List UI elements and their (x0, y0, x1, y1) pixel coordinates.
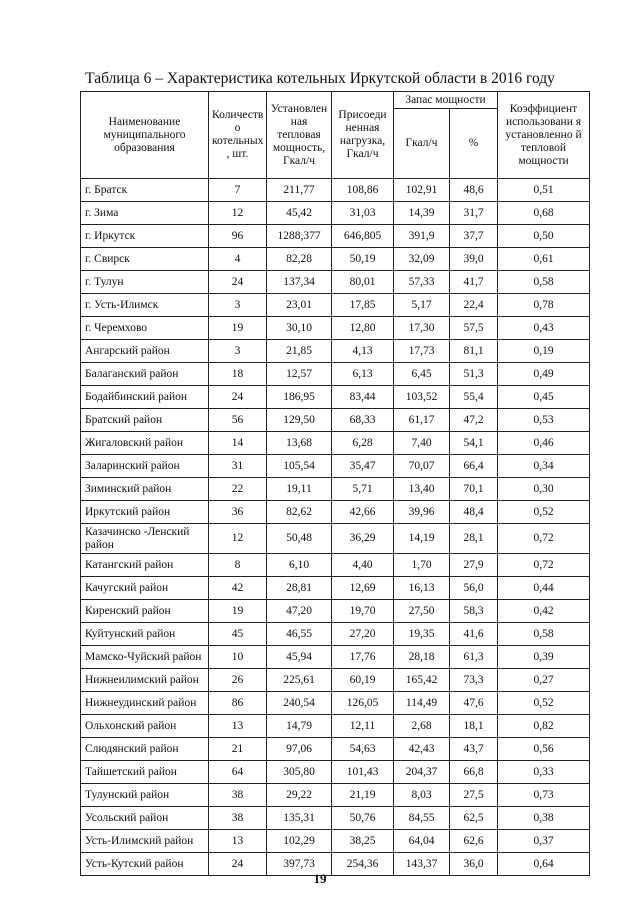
table-row (81, 478, 590, 501)
value-cell: 45 (209, 623, 267, 646)
value-cell: 16,13 (394, 577, 450, 600)
table-row (81, 386, 590, 409)
value-cell: 126,05 (332, 692, 394, 715)
value-cell: 84,55 (394, 807, 450, 830)
table-row (81, 830, 590, 853)
value-cell: 12,69 (332, 577, 394, 600)
value-cell: 4,40 (332, 554, 394, 577)
value-cell: 4,13 (332, 340, 394, 363)
value-cell: 0,56 (498, 738, 590, 761)
value-cell: 80,01 (332, 271, 394, 294)
value-cell: 19,11 (267, 478, 332, 501)
municipality-cell: г. Зима (81, 202, 209, 225)
table-row (81, 202, 590, 225)
header-reserve: Запас мощности (394, 92, 498, 109)
table-row (81, 317, 590, 340)
value-cell: 38 (209, 784, 267, 807)
municipality-cell: Нижнеилимский район (81, 669, 209, 692)
value-cell: 82,28 (267, 248, 332, 271)
value-cell: 48,4 (450, 501, 498, 524)
municipality-cell: Усть-Кутский район (81, 853, 209, 876)
municipality-cell: г. Усть-Илимск (81, 294, 209, 317)
value-cell: 83,44 (332, 386, 394, 409)
value-cell: 5,71 (332, 478, 394, 501)
municipality-cell: Бодайбинский район (81, 386, 209, 409)
value-cell: 36 (209, 501, 267, 524)
table-row (81, 554, 590, 577)
table-row (81, 179, 590, 202)
value-cell: 101,43 (332, 761, 394, 784)
value-cell: 24 (209, 853, 267, 876)
table-row (81, 692, 590, 715)
value-cell: 27,5 (450, 784, 498, 807)
municipality-cell: Усть-Илимский район (81, 830, 209, 853)
value-cell: 204,37 (394, 761, 450, 784)
value-cell: 0,33 (498, 761, 590, 784)
table-row (81, 807, 590, 830)
boiler-table (80, 91, 590, 876)
value-cell: 19,35 (394, 623, 450, 646)
value-cell: 12 (209, 524, 267, 554)
municipality-cell: Качугский район (81, 577, 209, 600)
table-row (81, 577, 590, 600)
value-cell: 391,9 (394, 225, 450, 248)
header-name: Наименование муниципального образования (81, 92, 209, 179)
value-cell: 1288,377 (267, 225, 332, 248)
header-reserve-gcal: Гкал/ч (394, 109, 450, 179)
value-cell: 62,5 (450, 807, 498, 830)
value-cell: 0,39 (498, 646, 590, 669)
table-row (81, 623, 590, 646)
value-cell: 0,68 (498, 202, 590, 225)
value-cell: 57,5 (450, 317, 498, 340)
value-cell: 28,1 (450, 524, 498, 554)
value-cell: 0,61 (498, 248, 590, 271)
value-cell: 19,70 (332, 600, 394, 623)
value-cell: 2,68 (394, 715, 450, 738)
value-cell: 50,76 (332, 807, 394, 830)
value-cell: 6,28 (332, 432, 394, 455)
value-cell: 0,42 (498, 600, 590, 623)
value-cell: 42,66 (332, 501, 394, 524)
value-cell: 13 (209, 830, 267, 853)
value-cell: 17,73 (394, 340, 450, 363)
municipality-cell: Иркутский район (81, 501, 209, 524)
value-cell: 39,0 (450, 248, 498, 271)
value-cell: 5,17 (394, 294, 450, 317)
value-cell: 0,78 (498, 294, 590, 317)
value-cell: 47,20 (267, 600, 332, 623)
value-cell: 10 (209, 646, 267, 669)
table-row (81, 271, 590, 294)
value-cell: 240,54 (267, 692, 332, 715)
municipality-cell: Киренский район (81, 600, 209, 623)
value-cell: 0,50 (498, 225, 590, 248)
value-cell: 0,49 (498, 363, 590, 386)
value-cell: 0,53 (498, 409, 590, 432)
value-cell: 55,4 (450, 386, 498, 409)
value-cell: 21,85 (267, 340, 332, 363)
table-row (81, 363, 590, 386)
value-cell: 7,40 (394, 432, 450, 455)
value-cell: 62,6 (450, 830, 498, 853)
table-row (81, 715, 590, 738)
value-cell: 18,1 (450, 715, 498, 738)
value-cell: 23,01 (267, 294, 332, 317)
value-cell: 35,47 (332, 455, 394, 478)
value-cell: 225,61 (267, 669, 332, 692)
value-cell: 0,43 (498, 317, 590, 340)
value-cell: 86 (209, 692, 267, 715)
value-cell: 12,11 (332, 715, 394, 738)
value-cell: 54,1 (450, 432, 498, 455)
value-cell: 6,45 (394, 363, 450, 386)
value-cell: 43,7 (450, 738, 498, 761)
value-cell: 17,85 (332, 294, 394, 317)
value-cell: 14,79 (267, 715, 332, 738)
municipality-cell: г. Тулун (81, 271, 209, 294)
value-cell: 18 (209, 363, 267, 386)
value-cell: 14,19 (394, 524, 450, 554)
value-cell: 0,46 (498, 432, 590, 455)
value-cell: 82,62 (267, 501, 332, 524)
value-cell: 47,6 (450, 692, 498, 715)
value-cell: 0,51 (498, 179, 590, 202)
value-cell: 646,805 (332, 225, 394, 248)
header-reserve-pct: % (450, 109, 498, 179)
value-cell: 38 (209, 807, 267, 830)
value-cell: 28,81 (267, 577, 332, 600)
value-cell: 38,25 (332, 830, 394, 853)
value-cell: 108,86 (332, 179, 394, 202)
value-cell: 45,94 (267, 646, 332, 669)
value-cell: 56 (209, 409, 267, 432)
value-cell: 22,4 (450, 294, 498, 317)
value-cell: 1,70 (394, 554, 450, 577)
value-cell: 0,52 (498, 501, 590, 524)
value-cell: 27,20 (332, 623, 394, 646)
value-cell: 0,64 (498, 853, 590, 876)
value-cell: 30,10 (267, 317, 332, 340)
header-connected: Присоеди ненная нагрузка, Гкал/ч (332, 92, 394, 179)
municipality-cell: Казачинско -Ленский район (81, 524, 209, 554)
municipality-cell: Слюдянский район (81, 738, 209, 761)
value-cell: 0,34 (498, 455, 590, 478)
value-cell: 0,72 (498, 524, 590, 554)
value-cell: 97,06 (267, 738, 332, 761)
value-cell: 13,40 (394, 478, 450, 501)
value-cell: 24 (209, 386, 267, 409)
value-cell: 0,27 (498, 669, 590, 692)
value-cell: 8 (209, 554, 267, 577)
table-row (81, 432, 590, 455)
table-row (81, 294, 590, 317)
municipality-cell: Усольский район (81, 807, 209, 830)
municipality-cell: г. Братск (81, 179, 209, 202)
value-cell: 21 (209, 738, 267, 761)
value-cell: 103,52 (394, 386, 450, 409)
value-cell: 129,50 (267, 409, 332, 432)
value-cell: 0,37 (498, 830, 590, 853)
value-cell: 13 (209, 715, 267, 738)
value-cell: 70,1 (450, 478, 498, 501)
value-cell: 0,82 (498, 715, 590, 738)
table-row (81, 501, 590, 524)
value-cell: 36,0 (450, 853, 498, 876)
value-cell: 19 (209, 317, 267, 340)
municipality-cell: г. Черемхово (81, 317, 209, 340)
municipality-cell: Нижнеудинский район (81, 692, 209, 715)
value-cell: 305,80 (267, 761, 332, 784)
value-cell: 68,33 (332, 409, 394, 432)
value-cell: 32,09 (394, 248, 450, 271)
municipality-cell: Тулунский район (81, 784, 209, 807)
value-cell: 3 (209, 294, 267, 317)
value-cell: 96 (209, 225, 267, 248)
municipality-cell: Куйтунский район (81, 623, 209, 646)
value-cell: 27,9 (450, 554, 498, 577)
value-cell: 51,3 (450, 363, 498, 386)
value-cell: 254,36 (332, 853, 394, 876)
value-cell: 47,2 (450, 409, 498, 432)
value-cell: 135,31 (267, 807, 332, 830)
value-cell: 31,03 (332, 202, 394, 225)
header-count: Количеств о котельных , шт. (209, 92, 267, 179)
value-cell: 61,17 (394, 409, 450, 432)
value-cell: 36,29 (332, 524, 394, 554)
header-installed: Установлен ная тепловая мощность, Гкал/ч (267, 92, 332, 179)
value-cell: 50,19 (332, 248, 394, 271)
value-cell: 61,3 (450, 646, 498, 669)
table-row (81, 761, 590, 784)
value-cell: 21,19 (332, 784, 394, 807)
table-row (81, 646, 590, 669)
value-cell: 211,77 (267, 179, 332, 202)
value-cell: 22 (209, 478, 267, 501)
value-cell: 64,04 (394, 830, 450, 853)
table-row (81, 600, 590, 623)
value-cell: 105,54 (267, 455, 332, 478)
value-cell: 13,68 (267, 432, 332, 455)
table-row (81, 784, 590, 807)
municipality-cell: Тайшетский район (81, 761, 209, 784)
value-cell: 19 (209, 600, 267, 623)
value-cell: 27,50 (394, 600, 450, 623)
value-cell: 0,19 (498, 340, 590, 363)
value-cell: 6,13 (332, 363, 394, 386)
value-cell: 45,42 (267, 202, 332, 225)
value-cell: 137,34 (267, 271, 332, 294)
value-cell: 66,8 (450, 761, 498, 784)
value-cell: 0,44 (498, 577, 590, 600)
municipality-cell: г. Иркутск (81, 225, 209, 248)
value-cell: 12,80 (332, 317, 394, 340)
municipality-cell: Ангарский район (81, 340, 209, 363)
value-cell: 50,48 (267, 524, 332, 554)
table-row (81, 225, 590, 248)
value-cell: 66,4 (450, 455, 498, 478)
table-row (81, 669, 590, 692)
value-cell: 41,6 (450, 623, 498, 646)
value-cell: 4 (209, 248, 267, 271)
municipality-cell: Балаганский район (81, 363, 209, 386)
municipality-cell: Зиминский район (81, 478, 209, 501)
municipality-cell: Заларинский район (81, 455, 209, 478)
value-cell: 26 (209, 669, 267, 692)
value-cell: 0,30 (498, 478, 590, 501)
value-cell: 102,29 (267, 830, 332, 853)
value-cell: 58,3 (450, 600, 498, 623)
table-row (81, 409, 590, 432)
table-row (81, 524, 590, 554)
value-cell: 64 (209, 761, 267, 784)
value-cell: 39,96 (394, 501, 450, 524)
value-cell: 12 (209, 202, 267, 225)
value-cell: 73,3 (450, 669, 498, 692)
value-cell: 46,55 (267, 623, 332, 646)
value-cell: 17,30 (394, 317, 450, 340)
value-cell: 41,7 (450, 271, 498, 294)
value-cell: 81,1 (450, 340, 498, 363)
municipality-cell: Катангский район (81, 554, 209, 577)
table-row (81, 340, 590, 363)
value-cell: 3 (209, 340, 267, 363)
value-cell: 0,52 (498, 692, 590, 715)
table-row (81, 738, 590, 761)
municipality-cell: г. Свирск (81, 248, 209, 271)
value-cell: 28,18 (394, 646, 450, 669)
value-cell: 37,7 (450, 225, 498, 248)
value-cell: 165,42 (394, 669, 450, 692)
value-cell: 397,73 (267, 853, 332, 876)
value-cell: 70,07 (394, 455, 450, 478)
value-cell: 56,0 (450, 577, 498, 600)
value-cell: 42 (209, 577, 267, 600)
table-row (81, 455, 590, 478)
municipality-cell: Жигаловский район (81, 432, 209, 455)
value-cell: 7 (209, 179, 267, 202)
value-cell: 143,37 (394, 853, 450, 876)
value-cell: 0,38 (498, 807, 590, 830)
table-row (81, 248, 590, 271)
table-body (81, 179, 590, 876)
value-cell: 17,76 (332, 646, 394, 669)
value-cell: 57,33 (394, 271, 450, 294)
value-cell: 12,57 (267, 363, 332, 386)
value-cell: 0,58 (498, 623, 590, 646)
value-cell: 102,91 (394, 179, 450, 202)
municipality-cell: Братский район (81, 409, 209, 432)
value-cell: 29,22 (267, 784, 332, 807)
value-cell: 0,45 (498, 386, 590, 409)
value-cell: 14,39 (394, 202, 450, 225)
value-cell: 60,19 (332, 669, 394, 692)
value-cell: 31,7 (450, 202, 498, 225)
value-cell: 114,49 (394, 692, 450, 715)
value-cell: 31 (209, 455, 267, 478)
municipality-cell: Ольхонский район (81, 715, 209, 738)
value-cell: 14 (209, 432, 267, 455)
value-cell: 0,72 (498, 554, 590, 577)
value-cell: 8,03 (394, 784, 450, 807)
table-caption: Таблица 6 – Характеристика котельных Иркутской области в 2016 году (85, 70, 555, 87)
header-coef: Коэффициент использовани я установленно й тепловой мощности (498, 92, 590, 179)
municipality-cell: Мамско-Чуйский район (81, 646, 209, 669)
page-number: 19 (313, 871, 327, 886)
value-cell: 0,58 (498, 271, 590, 294)
value-cell: 54,63 (332, 738, 394, 761)
value-cell: 0,73 (498, 784, 590, 807)
value-cell: 186,95 (267, 386, 332, 409)
value-cell: 42,43 (394, 738, 450, 761)
value-cell: 24 (209, 271, 267, 294)
value-cell: 48,6 (450, 179, 498, 202)
value-cell: 6,10 (267, 554, 332, 577)
